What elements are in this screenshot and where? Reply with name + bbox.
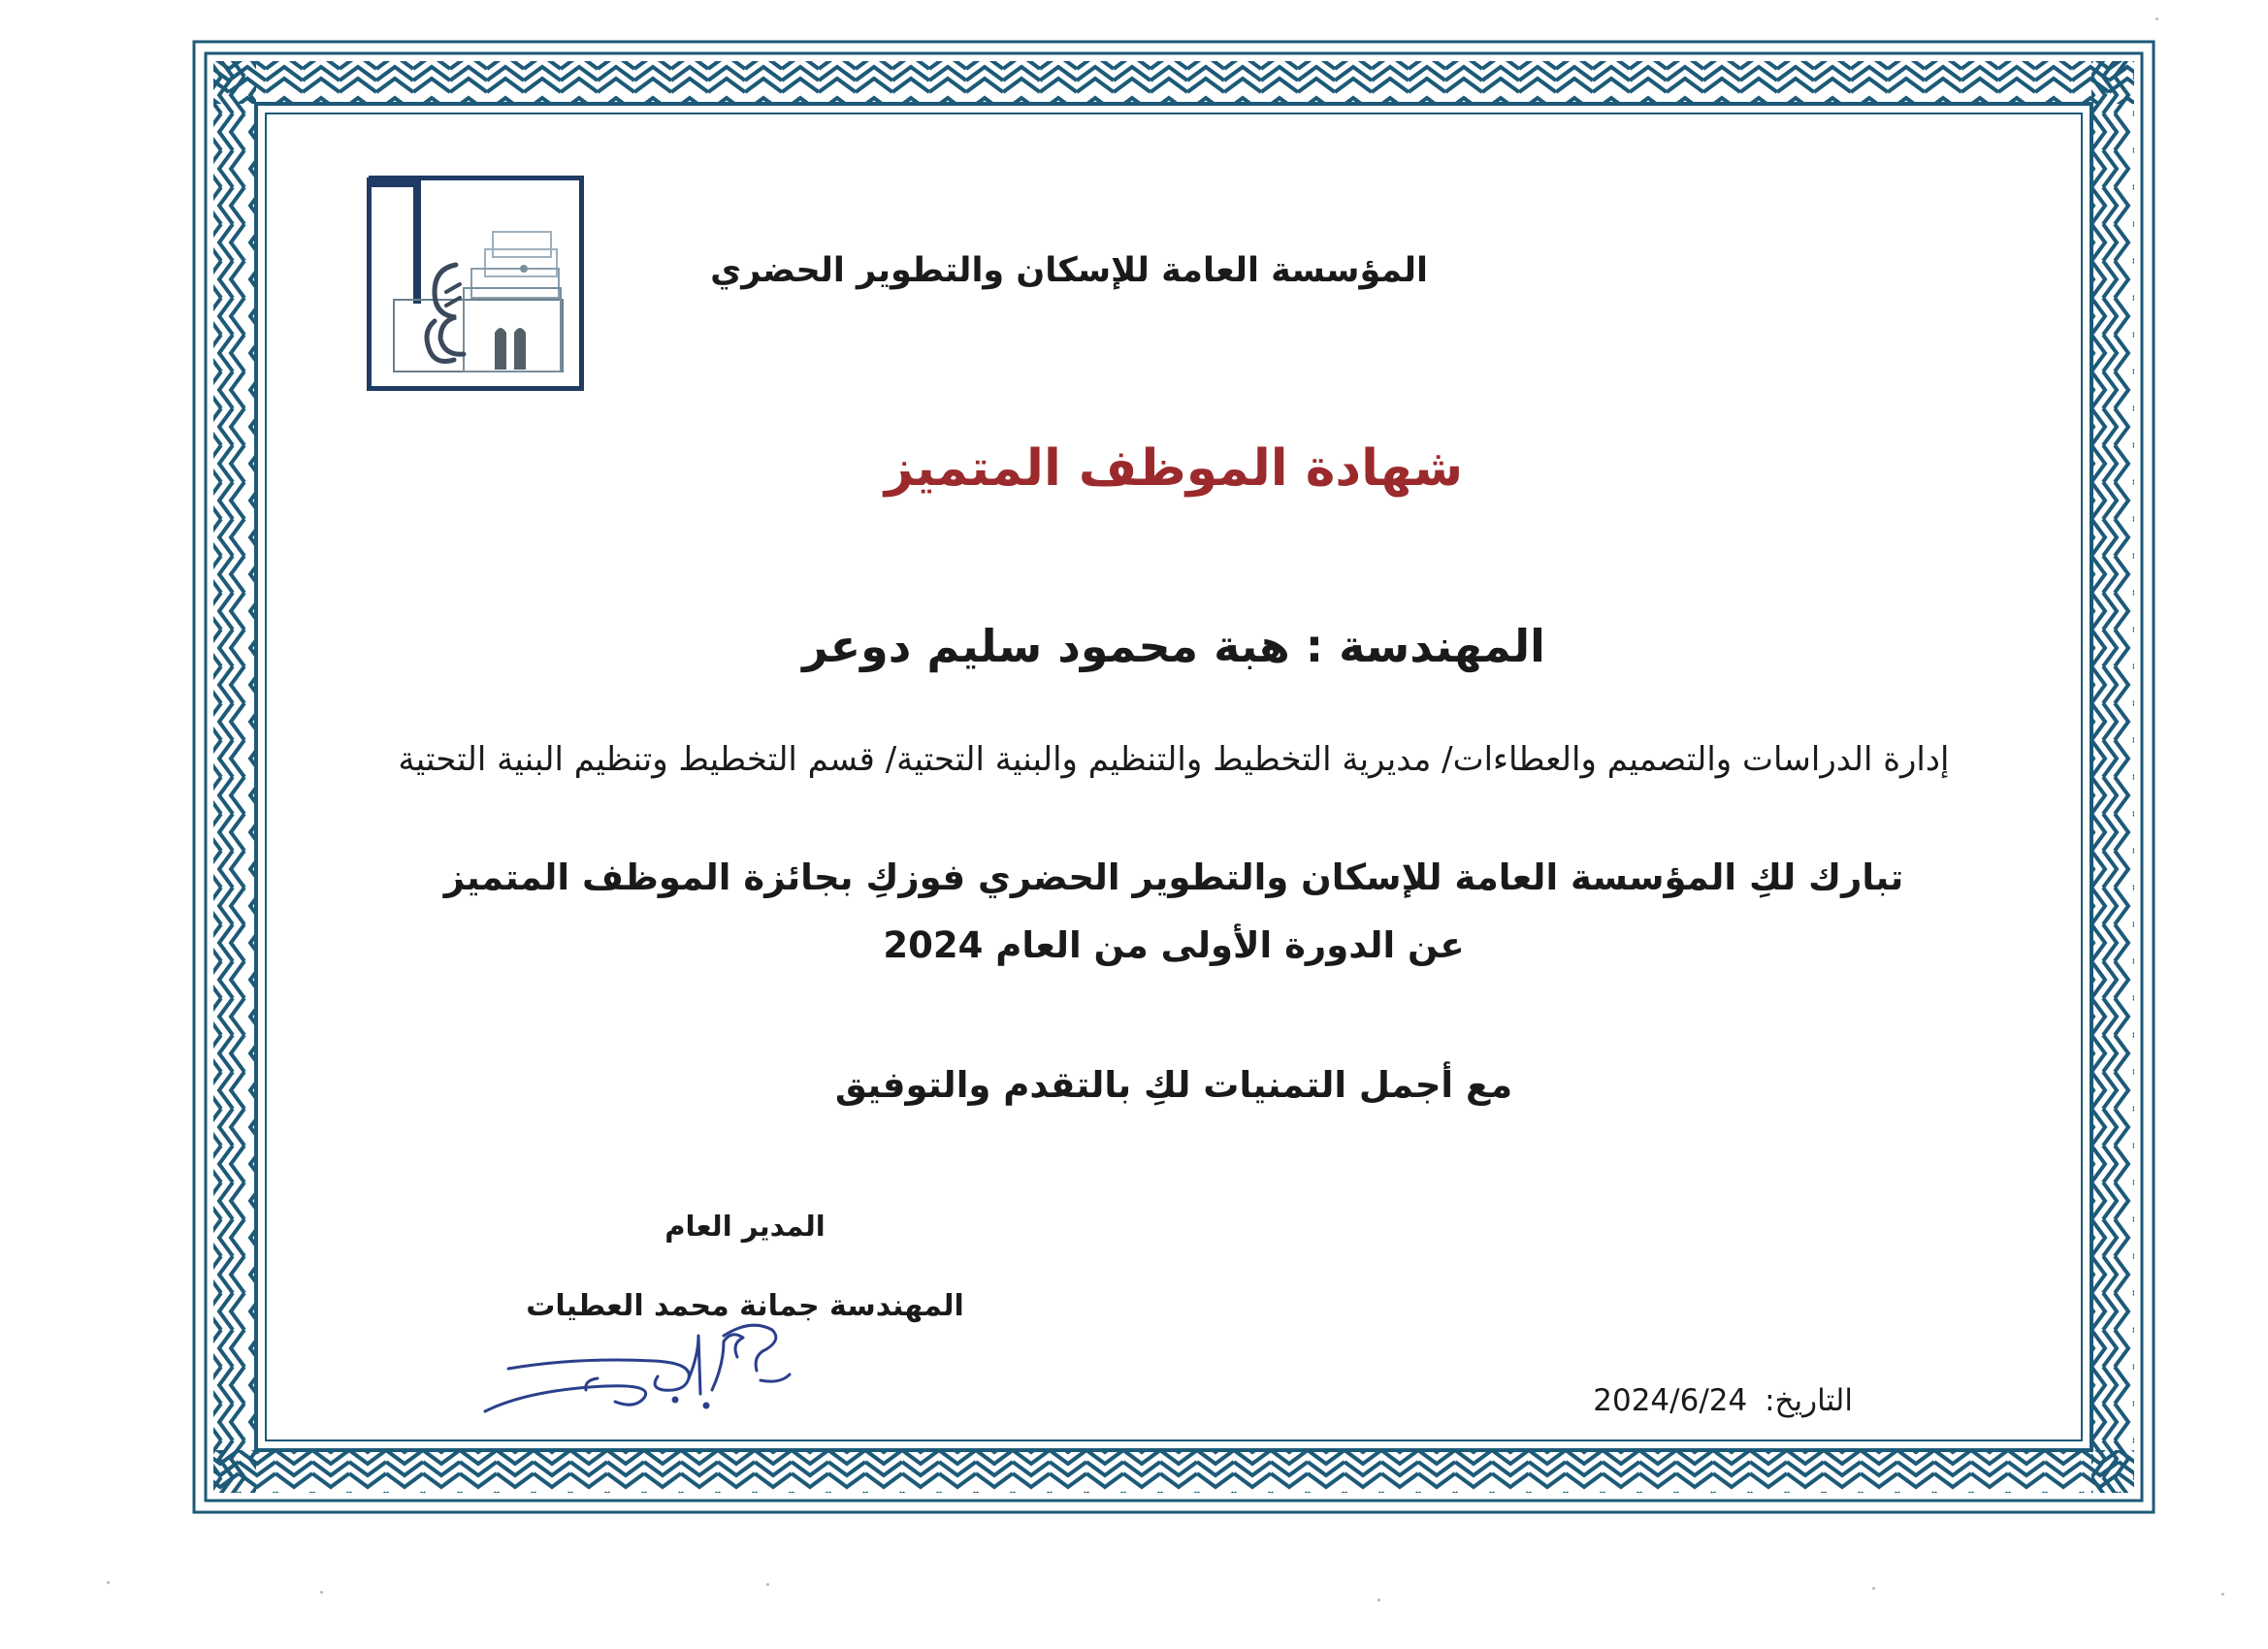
certificate-frame (192, 40, 2155, 1514)
issue-date (1593, 1383, 1853, 1418)
organization-name: المؤسسة العامة للإسكان والتطوير الحضري (710, 251, 1428, 290)
scan-speck (107, 1581, 110, 1584)
scan-speck (2155, 17, 2158, 20)
department-line: إدارة الدراسات والتصميم والعطاءات/ مديرية التخطيط والتنظيم والبنية التحتية/ قسم التخطيط وتنظيم البنية التحتية (398, 740, 1950, 779)
scan-speck (1872, 1587, 1875, 1590)
scan-speck (766, 1583, 769, 1586)
date-label: التاريخ: (1765, 1383, 1853, 1418)
scan-speck (2221, 1593, 2224, 1596)
congratulations-line: تبارك لكِ المؤسسة العامة للإسكان والتطوير الحضري فوزكِ بجائزة الموظف المتميز (443, 857, 1904, 898)
date-value: 2024/6/24 (1593, 1383, 1748, 1418)
signatory-title: المدير العام (664, 1210, 826, 1243)
signatory-name: المهندسة جمانة محمد العطيات (526, 1289, 964, 1323)
award-period-line: عن الدورة الأولى من العام 2024 (883, 924, 1465, 966)
certificate-content (192, 40, 2155, 1514)
recipient-name: المهندسة : هبة محمود سليم دوعر (802, 620, 1545, 672)
scan-speck (1377, 1599, 1380, 1601)
wishes-line: مع أجمل التمنيات لكِ بالتقدم والتوفيق (834, 1064, 1513, 1106)
handwritten-signature (470, 1297, 799, 1423)
organization-logo (367, 176, 584, 391)
scan-speck (320, 1591, 323, 1594)
certificate-title: شهادة الموظف المتميز (884, 439, 1464, 498)
